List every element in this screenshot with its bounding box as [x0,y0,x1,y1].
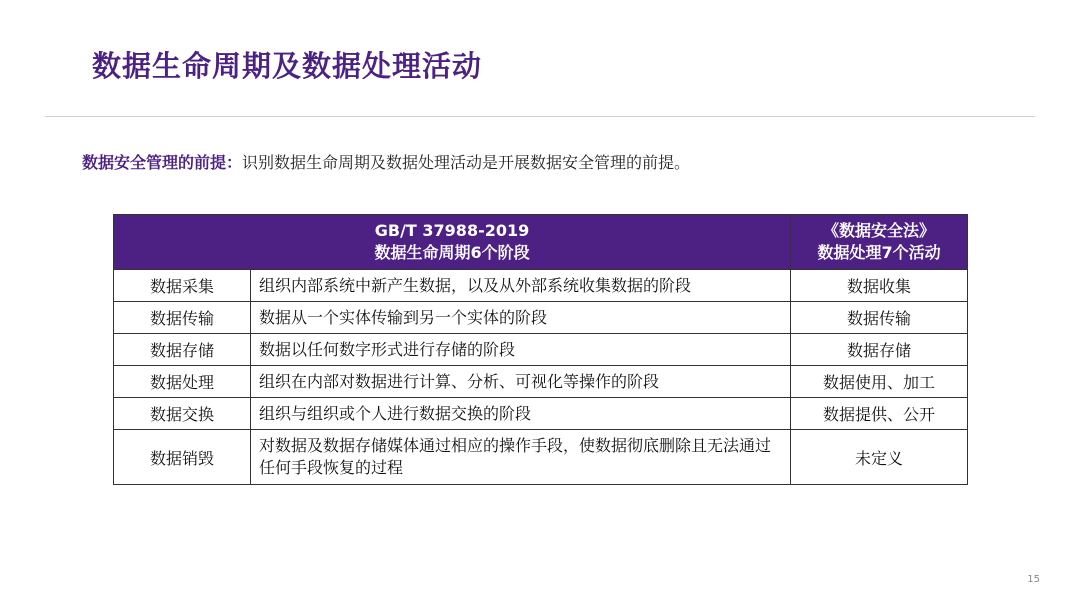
table-row [114,430,968,485]
header-law-label: 《数据安全法》 [823,221,936,240]
processing-activity: 数据提供、公开 [791,398,968,430]
header-stages-label: 数据生命周期6个阶段 [374,243,530,262]
stage-name: 数据交换 [114,398,251,430]
table-row [114,398,968,430]
processing-activity: 未定义 [791,430,968,485]
premise-lead: 数据安全管理的前提： [82,153,243,172]
stage-description: 组织在内部对数据进行计算、分析、可视化等操作的阶段 [251,366,791,398]
stage-description: 对数据及数据存储媒体通过相应的操作手段，使数据彻底删除且无法通过任何手段恢复的过程 [251,430,791,485]
table-row [114,302,968,334]
processing-activity: 数据存储 [791,334,968,366]
processing-activity: 数据使用、加工 [791,366,968,398]
stage-name: 数据存储 [114,334,251,366]
stage-name: 数据采集 [114,270,251,302]
table-header-row [114,215,968,270]
processing-activity: 数据传输 [791,302,968,334]
title-divider [45,116,1035,117]
stage-name: 数据传输 [114,302,251,334]
header-activities-label: 数据处理7个活动 [817,243,941,262]
stage-description: 组织内部系统中新产生数据，以及从外部系统收集数据的阶段 [251,270,791,302]
table-row [114,270,968,302]
stage-name: 数据销毁 [114,430,251,485]
page-number: 15 [1027,574,1040,585]
table-row [114,334,968,366]
lifecycle-table [113,214,968,485]
header-processing-activities [791,215,968,270]
header-standard-label: GB/T 37988-2019 [374,221,530,240]
premise-line [82,150,690,173]
stage-description: 数据以任何数字形式进行存储的阶段 [251,334,791,366]
stage-description: 组织与组织或个人进行数据交换的阶段 [251,398,791,430]
page-title: 数据生命周期及数据处理活动 [92,49,483,83]
stage-description: 数据从一个实体传输到另一个实体的阶段 [251,302,791,334]
table-row [114,366,968,398]
stage-name: 数据处理 [114,366,251,398]
premise-text: 识别数据生命周期及数据处理活动是开展数据安全管理的前提。 [242,153,691,172]
processing-activity: 数据收集 [791,270,968,302]
header-lifecycle-stages [114,215,791,270]
